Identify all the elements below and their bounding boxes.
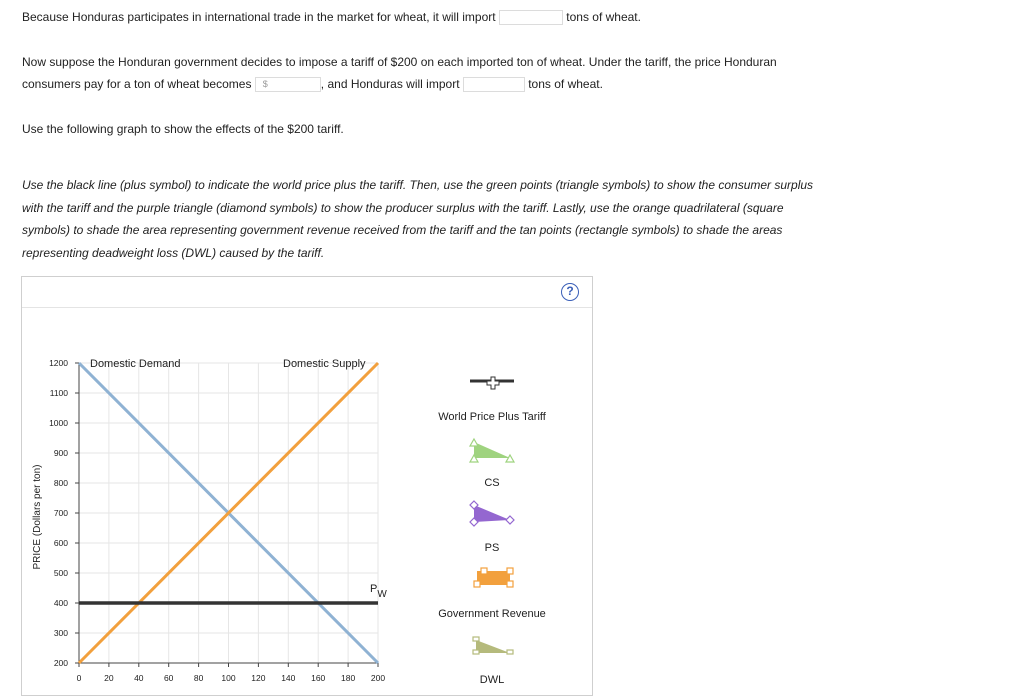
q1-suffix: tons of wheat. <box>566 10 641 24</box>
ps-triangle-icon <box>474 505 510 522</box>
legend-dwl[interactable] <box>473 637 513 686</box>
square-marker-icon <box>481 568 487 574</box>
square-marker-icon <box>474 581 480 587</box>
instruction-line-2: with the tariff and the purple triangle (diamond symbols) to show the producer surplus with the tariff. Lastly, use the orange quadrilateral (square <box>22 201 784 215</box>
world-price-label <box>370 583 387 600</box>
demand-label: Domestic Demand <box>90 358 181 370</box>
y-tick-label: 1100 <box>49 388 68 398</box>
help-icon[interactable]: ? <box>561 283 579 301</box>
legend-government-revenue[interactable] <box>438 568 546 620</box>
y-tick-label: 300 <box>53 628 68 638</box>
y-tick-label: 200 <box>53 658 68 668</box>
x-tick-label: 60 <box>163 673 174 683</box>
ps-label: PS <box>484 542 500 554</box>
y-tick-label: 800 <box>53 478 68 488</box>
legend-world-price-plus-tariff[interactable] <box>438 377 547 423</box>
pw-main: P <box>370 583 378 595</box>
y-tick-label: 500 <box>53 568 68 578</box>
rectangle-marker-icon <box>473 650 479 654</box>
x-tick-label: 20 <box>104 673 114 683</box>
instruction-line-1: Use the black line (plus symbol) to indicate the world price plus the tariff. Then, use the green points (triangle symbols) to show the consumer surplus <box>22 178 814 192</box>
y-tick-label: 1000 <box>49 418 68 428</box>
dwl-label: DWL <box>479 674 505 686</box>
dollar-sign: $ <box>262 79 268 90</box>
question-line-2a: Now suppose the Honduran government decides to impose a tariff of $200 on each imported ton of wheat. Under the tariff, the price Honduran <box>22 55 777 69</box>
y-tick-label: 600 <box>53 538 68 548</box>
x-tick-label: 160 <box>311 673 326 683</box>
pw-subscript: W <box>377 589 387 600</box>
wpt-label: World Price Plus Tariff <box>438 411 546 423</box>
y-tick-label: 700 <box>53 508 68 518</box>
instruction-line-4: representing deadweight loss (DWL) caused by the tariff. <box>22 246 325 260</box>
q2-prefix: consumers pay for a ton of wheat becomes <box>22 77 252 91</box>
question-line-3: Use the following graph to show the effects of the $200 tariff. <box>22 122 344 136</box>
plus-icon <box>487 377 499 389</box>
x-tick-label: 180 <box>341 673 356 683</box>
x-tick-label: 100 <box>221 673 236 683</box>
square-marker-icon <box>507 568 513 574</box>
q2-mid: , and Honduras will import <box>320 77 460 91</box>
x-tick-label: 120 <box>251 673 266 683</box>
legend-cs[interactable] <box>470 439 514 489</box>
y-tick-label: 400 <box>53 598 68 608</box>
x-tick-label: 140 <box>281 673 296 683</box>
y-axis-label: PRICE (Dollars per ton) <box>32 464 43 570</box>
x-tick-label: 40 <box>134 673 144 683</box>
rectangle-marker-icon <box>507 650 513 654</box>
q1-text: Because Honduras participates in international trade in the market for wheat, it will import <box>22 10 496 24</box>
rectangle-marker-icon <box>473 637 479 641</box>
cs-triangle-icon <box>474 442 510 458</box>
x-tick-label: 200 <box>370 673 386 683</box>
triangle-marker-icon <box>470 439 478 446</box>
triangle-marker-icon <box>506 455 514 462</box>
diamond-marker-icon <box>506 516 514 524</box>
supply-label: Domestic Supply <box>283 358 366 370</box>
x-tick-label: 80 <box>193 673 204 683</box>
gr-label: Government Revenue <box>438 608 546 620</box>
cs-label: CS <box>484 477 500 489</box>
curve-labels <box>90 358 387 600</box>
y-tick-label: 900 <box>53 448 68 458</box>
y-tick-label: 1200 <box>49 358 68 368</box>
x-tick-label: 0 <box>76 673 82 683</box>
q2-suffix: tons of wheat. <box>528 77 603 91</box>
instruction-line-3: symbols) to shade the area representing government revenue received from the tariff and the tan points (rectangle symbols) to shade the areas <box>22 223 783 237</box>
legend-ps[interactable] <box>470 501 514 554</box>
square-marker-icon <box>507 581 513 587</box>
dwl-triangle-icon <box>476 640 510 653</box>
